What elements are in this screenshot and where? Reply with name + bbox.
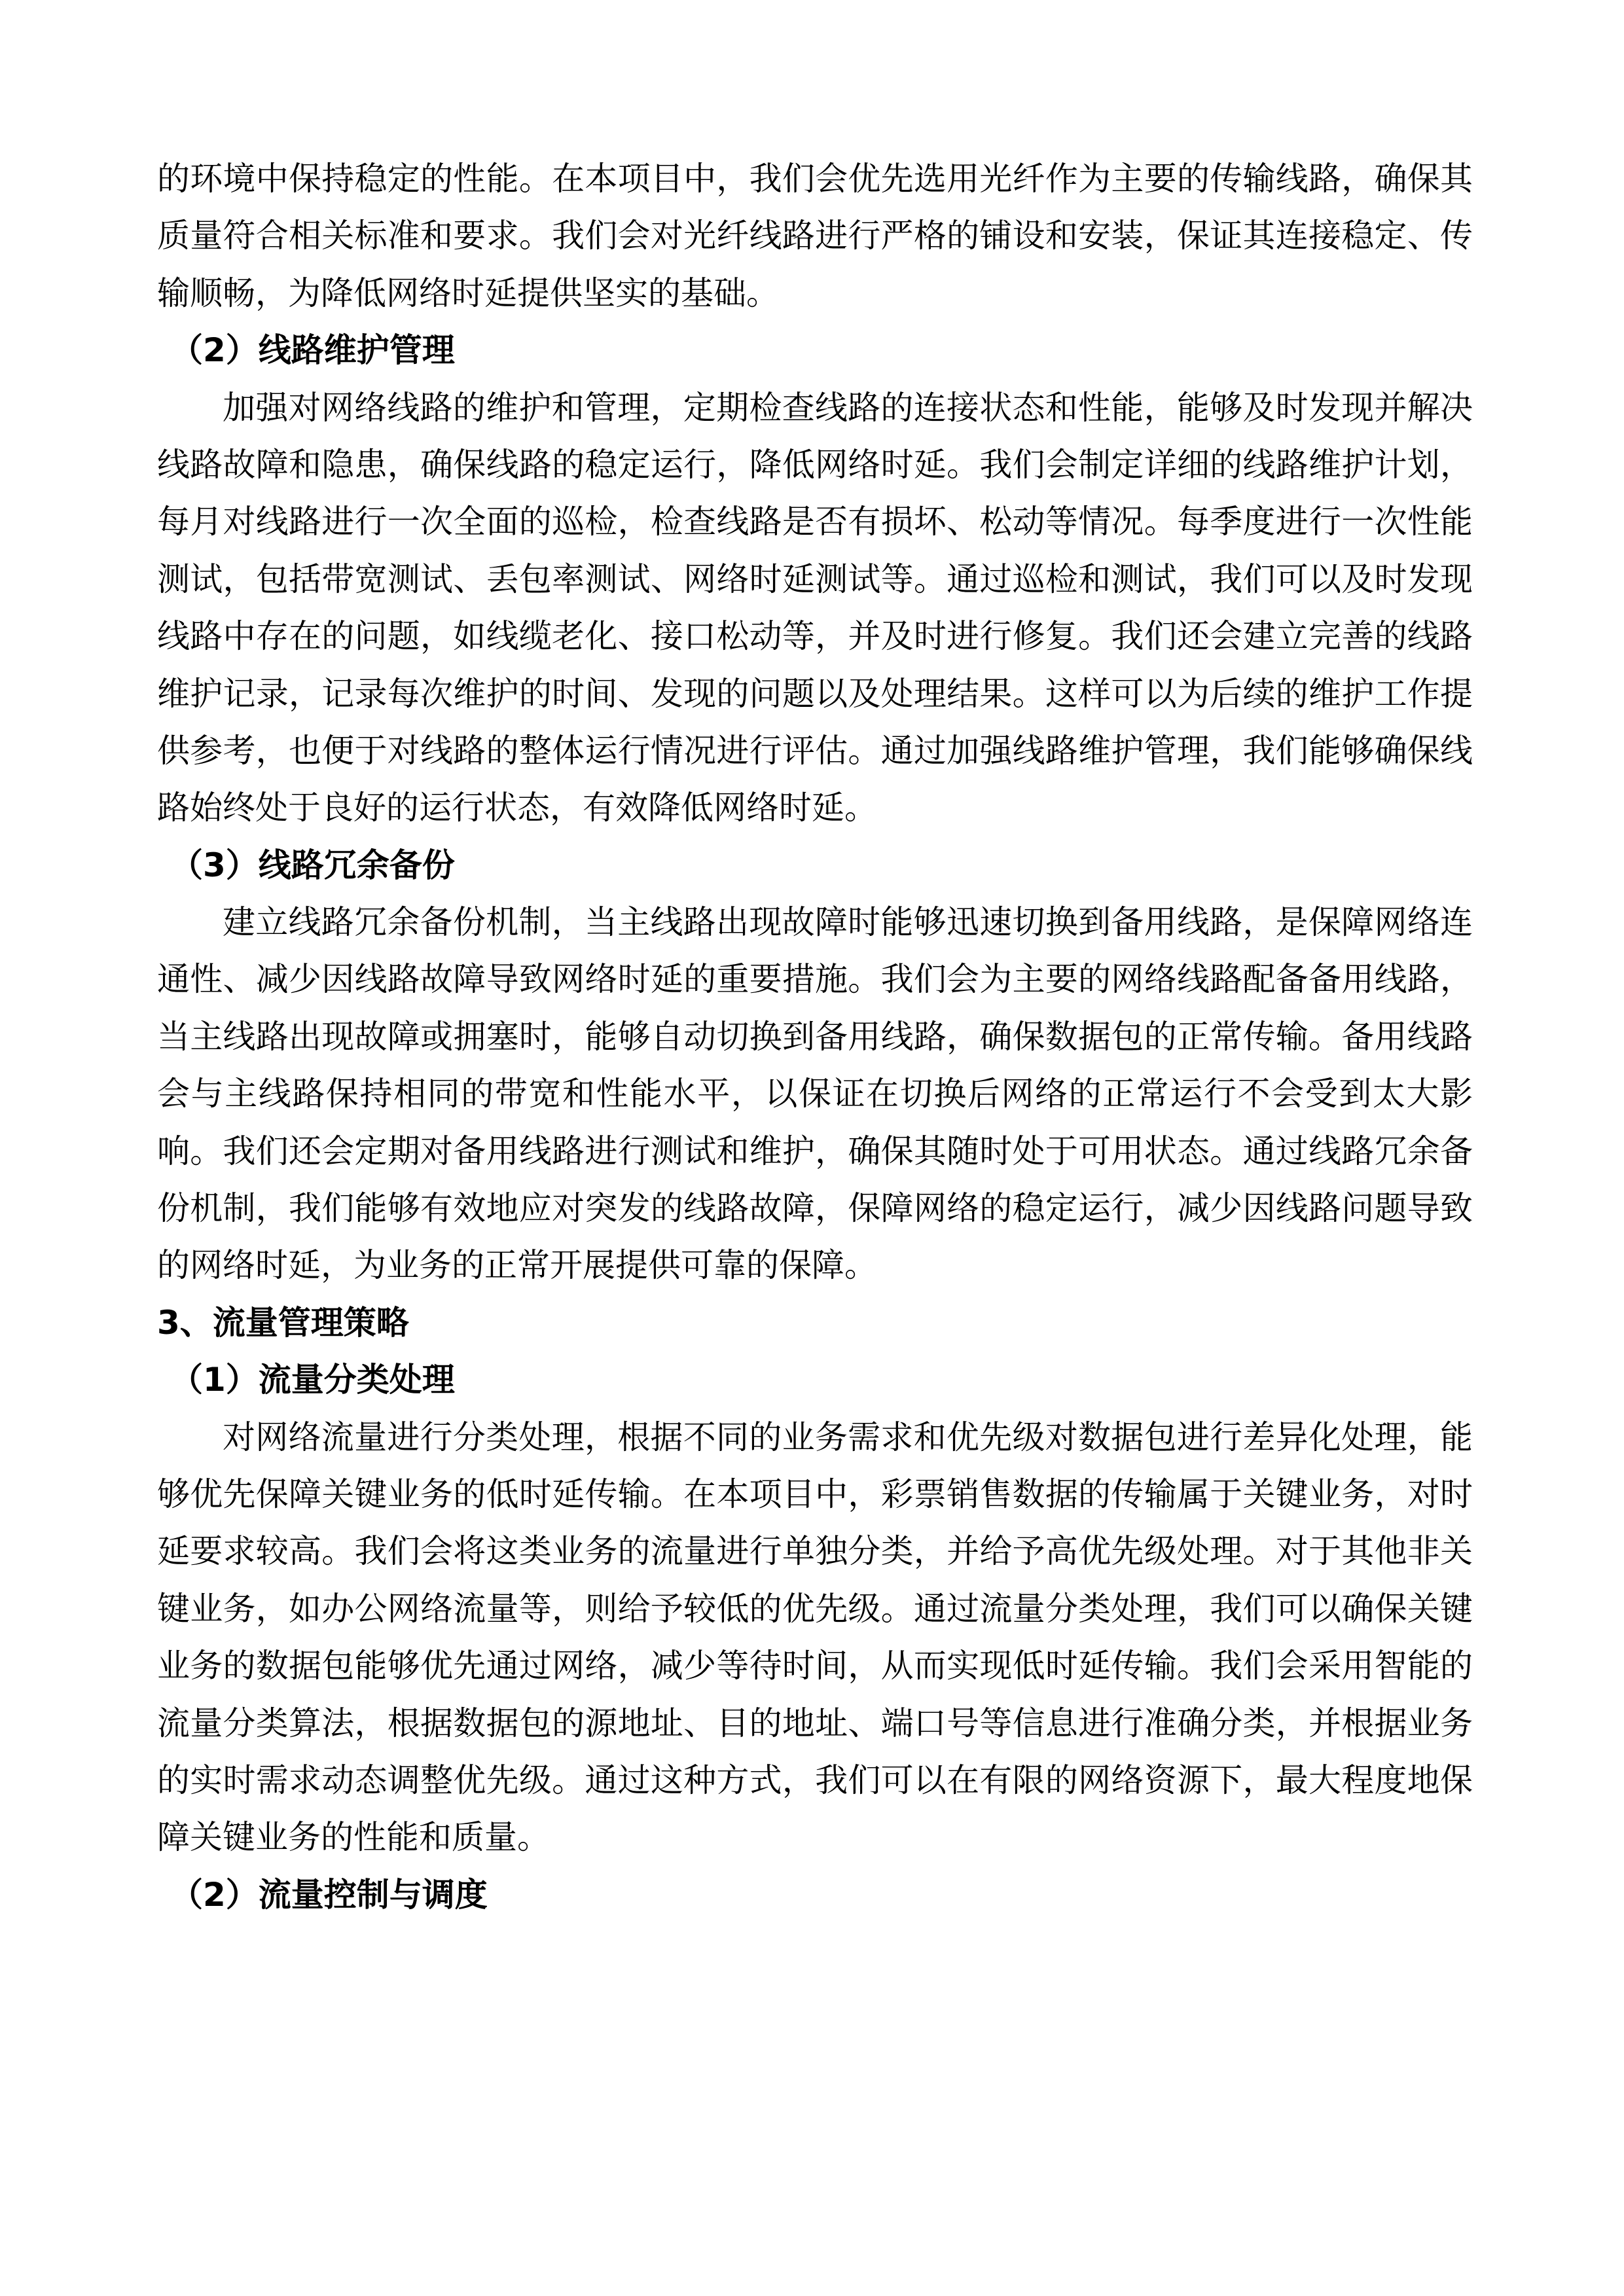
text-line: 输顺畅，为降低网络时延提供坚实的基础。 [157,274,779,312]
heading-line-control: （2）流量控制与调度 [170,1875,488,1914]
text-line: 延要求较高。我们会将这类业务的流量进行单独分类，并给予高优先级处理。对于其他非关 [157,1532,1473,1571]
text-line: 业务的数据包能够优先通过网络，减少等待时间，从而实现低时延传输。我们会采用智能的 [157,1647,1473,1685]
text-line: 对网络流量进行分类处理，根据不同的业务需求和优先级对数据包进行差异化处理，能 [223,1418,1473,1456]
text-line: 的环境中保持稳定的性能。在本项目中，我们会优先选用光纤作为主要的传输线路，确保其 [157,160,1473,198]
heading-line-redundancy: （3）线路冗余备份 [170,846,455,884]
text-line: 维护记录，记录每次维护的时间、发现的问题以及处理结果。这样可以为后续的维护工作提 [157,674,1473,713]
text-line: 的实时需求动态调整优先级。通过这种方式，我们可以在有限的网络资源下，最大程度地保 [157,1761,1473,1799]
text-line: 通性、减少因线路故障导致网络时延的重要措施。我们会为主要的网络线路配备备用线路， [157,960,1473,999]
text-line: 路始终处于良好的运行状态，有效降低网络时延。 [157,789,877,827]
heading-line-maintenance: （2）线路维护管理 [170,331,455,370]
text-line: 份机制，我们能够有效地应对突发的线路故障，保障网络的稳定运行，减少因线路问题导致 [157,1189,1473,1228]
paragraph-maintenance [157,380,1473,837]
text-line: 的网络时延，为业务的正常开展提供可靠的保障。 [157,1246,877,1285]
document-page [157,151,1473,1924]
text-line: 每月对线路进行一次全面的巡检，检查线路是否有损坏、松动等情况。每季度进行一次性能 [157,503,1473,541]
paragraph-intro [157,151,1473,322]
text-line: 供参考，也便于对线路的整体运行情况进行评估。通过加强线路维护管理，我们能够确保线 [157,731,1473,770]
text-line: 线路中存在的问题，如线缆老化、接口松动等，并及时进行修复。我们还会建立完善的线路 [157,617,1473,656]
text-line: 会与主线路保持相同的带宽和性能水平，以保证在切换后网络的正常运行不会受到太大影 [157,1075,1473,1113]
text-line: 够优先保障关键业务的低时延传输。在本项目中，彩票销售数据的传输属于关键业务，对时 [157,1475,1473,1513]
heading-line-classification: （1）流量分类处理 [170,1361,455,1399]
text-line: 流量分类算法，根据数据包的源地址、目的地址、端口号等信息进行准确分类，并根据业务 [157,1704,1473,1742]
text-line: 质量符合相关标准和要求。我们会对光纤线路进行严格的铺设和安装，保证其连接稳定、传 [157,217,1473,255]
paragraph-redundancy [157,894,1473,1295]
paragraph-classification [157,1409,1473,1867]
text-line: 响。我们还会定期对备用线路进行测试和维护，确保其随时处于可用状态。通过线路冗余备 [157,1132,1473,1170]
text-line: 测试，包括带宽测试、丢包率测试、网络时延测试等。通过巡检和测试，我们可以及时发现 [157,560,1473,598]
text-line: 键业务，如办公网络流量等，则给予较低的优先级。通过流量分类处理，我们可以确保关键 [157,1589,1473,1628]
text-line: 线路故障和隐患，确保线路的稳定运行，降低网络时延。我们会制定详细的线路维护计划， [157,445,1473,484]
text-line: 加强对网络线路的维护和管理，定期检查线路的连接状态和性能，能够及时发现并解决 [223,388,1473,427]
text-line: 建立线路冗余备份机制，当主线路出现故障时能够迅速切换到备用线路，是保障网络连 [223,903,1473,942]
heading-traffic-management: 3、流量管理策略 [157,1303,409,1342]
text-line: 当主线路出现故障或拥塞时，能够自动切换到备用线路，确保数据包的正常传输。备用线路 [157,1017,1473,1056]
text-line: 障关键业务的性能和质量。 [157,1818,550,1857]
